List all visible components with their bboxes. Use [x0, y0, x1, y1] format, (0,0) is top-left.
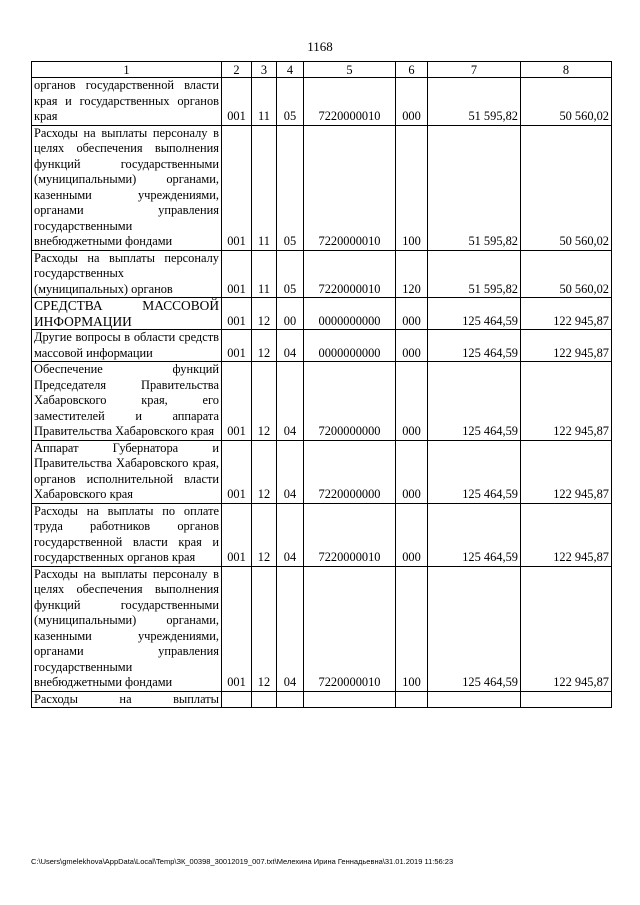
- empty-cell: [222, 691, 252, 708]
- file-path-footer: C:\Users\gmelekhova\AppData\Local\Temp\ЗК_00398_30012019_007.txt\Мелехина Ирина Геннадьевна\31.01.2019 11:56:23: [31, 857, 454, 866]
- table-row: [32, 362, 612, 441]
- empty-cell: [396, 691, 428, 708]
- ministry-code: 001: [222, 125, 252, 250]
- amount-plan: 125 464,59: [428, 298, 521, 330]
- empty-cell: [428, 691, 521, 708]
- section-code: 11: [252, 250, 277, 298]
- target-article-code: 7220000010: [304, 125, 396, 250]
- ministry-code: 001: [222, 362, 252, 441]
- column-header: 7: [428, 62, 521, 78]
- ministry-code: 001: [222, 503, 252, 566]
- target-article-code: 7220000010: [304, 78, 396, 126]
- table-row: [32, 440, 612, 503]
- table-row: [32, 298, 612, 330]
- amount-plan: 125 464,59: [428, 362, 521, 441]
- subsection-code: 04: [277, 503, 304, 566]
- section-code: 12: [252, 566, 277, 691]
- expense-type-code: 100: [396, 566, 428, 691]
- empty-cell: [277, 691, 304, 708]
- amount-executed: 50 560,02: [521, 125, 612, 250]
- section-code: 12: [252, 298, 277, 330]
- subsection-code: 04: [277, 440, 304, 503]
- subsection-code: 00: [277, 298, 304, 330]
- expense-type-code: 000: [396, 330, 428, 362]
- row-description: Расходы на выплаты персоналу в целях обеспечения выполнения функций государственными (муниципальными) органами, казенными учреждениями, органами управления государственными внебюджетными фондами: [32, 566, 222, 691]
- expense-type-code: 000: [396, 298, 428, 330]
- amount-executed: 50 560,02: [521, 250, 612, 298]
- row-description: Аппарат Губернатора и Правительства Хабаровского края, органов исполнительной власти Хабаровского края: [32, 440, 222, 503]
- row-description: Другие вопросы в области средств массовой информации: [32, 330, 222, 362]
- page-number: 1168: [307, 39, 333, 54]
- expense-type-code: 000: [396, 440, 428, 503]
- table-row: [32, 503, 612, 566]
- amount-executed: 122 945,87: [521, 362, 612, 441]
- target-article-code: 7220000000: [304, 440, 396, 503]
- row-description: Обеспечение функций Председателя Правительства Хабаровского края, его заместителей и аппарата Правительства Хабаровского края: [32, 362, 222, 441]
- subsection-code: 05: [277, 125, 304, 250]
- expense-type-code: 000: [396, 503, 428, 566]
- amount-plan: 51 595,82: [428, 125, 521, 250]
- empty-cell: [521, 691, 612, 708]
- amount-plan: 125 464,59: [428, 503, 521, 566]
- row-description: Расходы на выплаты персоналу государственных (муниципальных) органов: [32, 250, 222, 298]
- section-code: 12: [252, 362, 277, 441]
- column-header: 2: [222, 62, 252, 78]
- section-code: 11: [252, 125, 277, 250]
- column-header: 4: [277, 62, 304, 78]
- table-row: [32, 330, 612, 362]
- amount-plan: 125 464,59: [428, 440, 521, 503]
- target-article-code: 0000000000: [304, 330, 396, 362]
- subsection-code: 05: [277, 250, 304, 298]
- table-row: [32, 78, 612, 126]
- subsection-code: 04: [277, 330, 304, 362]
- amount-executed: 122 945,87: [521, 566, 612, 691]
- table-row: [32, 566, 612, 691]
- row-description: Расходы на выплаты: [32, 691, 222, 708]
- budget-table: [31, 61, 612, 708]
- target-article-code: 7220000010: [304, 250, 396, 298]
- empty-cell: [304, 691, 396, 708]
- column-header: 6: [396, 62, 428, 78]
- subsection-code: 05: [277, 78, 304, 126]
- table-row: [32, 691, 612, 708]
- amount-plan: 125 464,59: [428, 330, 521, 362]
- ministry-code: 001: [222, 250, 252, 298]
- section-code: 12: [252, 440, 277, 503]
- target-article-code: 7220000010: [304, 503, 396, 566]
- ministry-code: 001: [222, 78, 252, 126]
- row-description: Расходы на выплаты по оплате труда работников органов государственной власти края и государственных органов края: [32, 503, 222, 566]
- amount-plan: 125 464,59: [428, 566, 521, 691]
- expense-type-code: 000: [396, 362, 428, 441]
- amount-executed: 122 945,87: [521, 503, 612, 566]
- column-header: 8: [521, 62, 612, 78]
- section-code: 12: [252, 330, 277, 362]
- target-article-code: 0000000000: [304, 298, 396, 330]
- table-row: [32, 125, 612, 250]
- column-header: 1: [32, 62, 222, 78]
- table-header-row: [32, 62, 612, 78]
- table-row: [32, 250, 612, 298]
- column-header: 5: [304, 62, 396, 78]
- ministry-code: 001: [222, 440, 252, 503]
- amount-executed: 122 945,87: [521, 330, 612, 362]
- expense-type-code: 000: [396, 78, 428, 126]
- amount-executed: 122 945,87: [521, 298, 612, 330]
- target-article-code: 7220000010: [304, 566, 396, 691]
- expense-type-code: 100: [396, 125, 428, 250]
- amount-executed: 50 560,02: [521, 78, 612, 126]
- target-article-code: 7200000000: [304, 362, 396, 441]
- section-code: 11: [252, 78, 277, 126]
- ministry-code: 001: [222, 298, 252, 330]
- row-description: Расходы на выплаты персоналу в целях обеспечения выполнения функций государственными (муниципальными) органами, казенными учреждениями, органами управления государственными внебюджетными фондами: [32, 125, 222, 250]
- amount-plan: 51 595,82: [428, 250, 521, 298]
- column-header: 3: [252, 62, 277, 78]
- subsection-code: 04: [277, 566, 304, 691]
- ministry-code: 001: [222, 566, 252, 691]
- amount-executed: 122 945,87: [521, 440, 612, 503]
- ministry-code: 001: [222, 330, 252, 362]
- row-description: органов государственной власти края и государственных органов края: [32, 78, 222, 126]
- row-description: СРЕДСТВА МАССОВОЙ ИНФОРМАЦИИ: [32, 298, 222, 330]
- subsection-code: 04: [277, 362, 304, 441]
- amount-plan: 51 595,82: [428, 78, 521, 126]
- empty-cell: [252, 691, 277, 708]
- section-code: 12: [252, 503, 277, 566]
- expense-type-code: 120: [396, 250, 428, 298]
